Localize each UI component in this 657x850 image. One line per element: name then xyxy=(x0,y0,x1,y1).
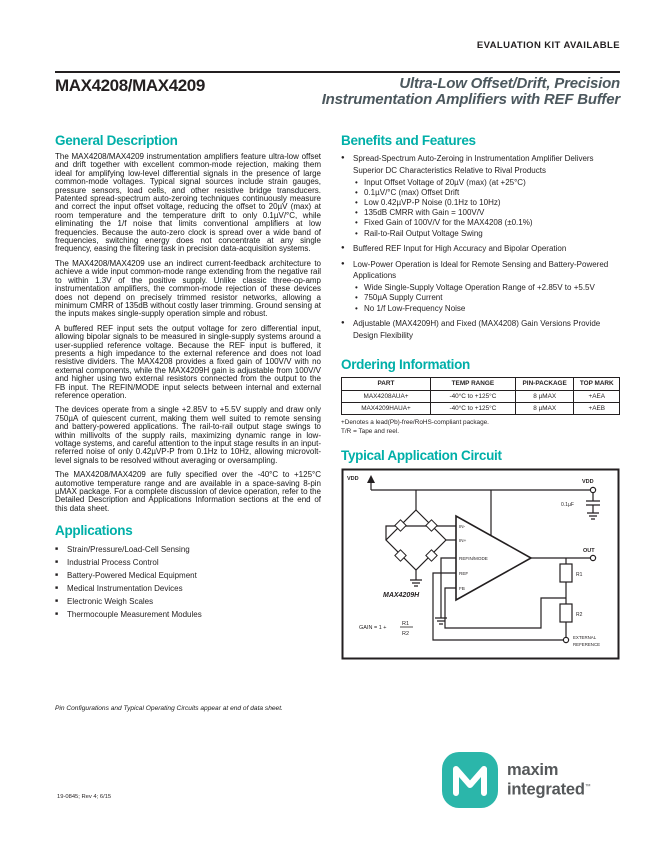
pin-config-note: Pin Configurations and Typical Operating Circuits appear at end of data sheet. xyxy=(55,705,283,712)
application-circuit-diagram xyxy=(341,468,620,665)
r1-label: R1 xyxy=(576,572,583,579)
title-line-2: Instrumentation Amplifiers with REF Buffer xyxy=(321,91,620,108)
left-column xyxy=(55,133,321,621)
gd-paragraph: The devices operate from a single +2.85V to +5.5V supply and draw only 750µA of quiescent current, making them well suited to remote sensing and battery-powered applications. The rail-to-rail output stage swings to within millivolts of the supply rails, maximizing dynamic range in low-voltage systems, and careful attention to the input stage results in an input-referred noise of only 0.42µVP-P from 0.1Hz to 10Hz, allowing microvolt-level signals to be resolved without averaging or oversampling. xyxy=(55,405,321,465)
ext-ref-label-line2: REFERENCE xyxy=(573,642,601,648)
ordering-note: T/R = Tape and reel. xyxy=(341,427,399,435)
cell-topmark: +AEA xyxy=(574,390,620,402)
ordering-notes xyxy=(341,419,620,436)
table-row xyxy=(342,402,620,414)
feature-subitem: • 750µA Supply Current xyxy=(353,293,620,303)
feature-sublist xyxy=(353,283,620,314)
applications-list xyxy=(55,543,321,621)
feature-item xyxy=(341,318,620,342)
feature-text: Spread-Spectrum Auto-Zeroing in Instrumentation Amplifier Delivers Superior DC Characteristics Relative to Rival Products xyxy=(353,154,594,175)
applications-heading: Applications xyxy=(55,523,133,539)
resistor-r1 xyxy=(560,564,572,582)
gd-paragraph: The MAX4208/MAX4209 use an indirect current-feedback architecture to achieve a wide input common-mode range extending from the negative rail to within 1.3V of the positive supply. Unlike classic three-op-amp instrumentation amplifiers, the common-mode rejection of these devices does not depend on precisely trimmed resistor networks, allowing a minimum CMRR of 135dB without costly laser trimming. Ground sensing at the inputs makes single-supply operation simple and robust. xyxy=(55,258,321,319)
vdd-right-label: VDD xyxy=(582,479,594,486)
gain-formula-numerator: R1 xyxy=(402,621,410,628)
cell-topmark: +AEB xyxy=(574,402,620,414)
cell-package: 8 µMAX xyxy=(515,402,574,414)
part-number: MAX4208/MAX4209 xyxy=(55,76,205,95)
gd-paragraph: The MAX4208/MAX4209 instrumentation amplifiers feature ultra-low offset and drift together with excellent common-mode rejection, making them ideal for amplifying low-level differential signals in the presence of large common-mode voltages. Typical signal sources include strain gauges, pressure sensors, load cells, and other resistive bridge transducers. Patented spread-spectrum auto-zeroing techniques continuously measure and correct the input offset voltage, reducing the offset to 20µV (max) at room temperature and the temperature drift to only 0.1µV/°C, while eliminating the 1/f noise that limits conventional amplifiers at low frequencies. Because the auto-zero clock is spread over a wide band of frequencies, switching energy does not concentrate at any single frequency, easing the filtering task in precision data-acquisition systems. xyxy=(55,152,321,254)
pin-label-ref: REF xyxy=(459,571,469,577)
maxim-integrated-logo xyxy=(442,752,591,808)
cap-value-label: 0.1µF xyxy=(561,502,574,509)
gd-paragraph: A buffered REF input sets the output voltage for zero differential input, allowing bipolar signals to be measured in single-supply systems around a user-supplied reference voltage. Because the REF input is buffered, it presents a high impedance to the external reference and does not load resistive dividers. The MAX4208 provides a fixed gain of 100V/V with no external components, while the MAX4209H gain is adjustable from 100V/V and higher using two external resistors connected from the output to the FB input. The REFIN/MODE input selects between internal and external reference operation. xyxy=(55,323,321,400)
pin-label-refin-mode: REFIN/MODE xyxy=(459,556,488,562)
feature-subitem: • Wide Single-Supply Voltage Operation Range of +2.85V to +5.5V xyxy=(353,283,620,293)
maxim-m-glyph-icon xyxy=(442,752,498,808)
typical-application-section xyxy=(341,448,620,665)
features-list xyxy=(341,153,620,341)
maxim-logo-icon xyxy=(442,752,498,808)
feature-subitem: • No 1/f Low-Frequency Noise xyxy=(353,304,620,314)
feature-subitem: • 0.1µV/°C (max) Offset Drift xyxy=(353,188,620,198)
datasheet-title xyxy=(322,76,620,108)
header-rule xyxy=(55,71,620,73)
table-row xyxy=(342,390,620,402)
feature-item xyxy=(341,243,620,255)
col-header-temp: TEMP RANGE xyxy=(430,378,515,390)
general-description-heading: General Description xyxy=(55,133,178,148)
application-item: ■ Electronic Weigh Scales xyxy=(55,595,321,608)
features-heading: Benefits and Features xyxy=(341,133,476,148)
ext-ref-node xyxy=(563,637,568,642)
application-item: ■ Thermocouple Measurement Modules xyxy=(55,608,321,621)
feature-subitem: • Rail-to-Rail Output Voltage Swing xyxy=(353,229,620,239)
document-number: 19-0845; Rev 4; 6/15 xyxy=(57,794,112,800)
cell-temp: -40°C to +125°C xyxy=(430,390,515,402)
application-item: ■ Medical Instrumentation Devices xyxy=(55,582,321,595)
application-item: ■ Industrial Process Control xyxy=(55,556,321,569)
pin-label-in-neg: IN- xyxy=(459,524,466,530)
table-header-row xyxy=(342,378,620,390)
feature-sublist xyxy=(353,178,620,239)
eval-kit-banner: EVALUATION KIT AVAILABLE xyxy=(476,40,620,51)
feature-item xyxy=(341,259,620,314)
gd-paragraph: The MAX4208/MAX4209 are fully specified over the -40°C to +125°C automotive temperature range and are available in a space-saving 8-pin µMAX package. For a complete discussion of device operation, refer to the Detailed Description and Applications Information sections at the end of this data sheet. xyxy=(55,470,321,513)
title-line-1: Ultra-Low Offset/Drift, Precision xyxy=(399,75,620,92)
right-column xyxy=(341,133,620,665)
ordering-heading: Ordering Information xyxy=(341,357,471,373)
col-header-part: PART xyxy=(342,378,431,390)
out-node xyxy=(590,555,595,560)
trademark-symbol: ™ xyxy=(584,783,591,790)
feature-item xyxy=(341,153,620,239)
r2-label: R2 xyxy=(576,612,583,619)
typical-application-heading: Typical Application Circuit xyxy=(341,448,502,464)
application-item: ■ Battery-Powered Medical Equipment xyxy=(55,569,321,582)
feature-subitem: • Fixed Gain of 100V/V for the MAX4208 (±0.1%) xyxy=(353,218,620,228)
out-label: OUT xyxy=(583,548,595,555)
feature-text: Buffered REF Input for High Accuracy and Bipolar Operation xyxy=(353,243,567,253)
feature-subitem: • Low 0.42µVP-P Noise (0.1Hz to 10Hz) xyxy=(353,198,620,208)
feature-text: Adjustable (MAX4209H) and Fixed (MAX4208) Gain Versions Provide Design Flexibility xyxy=(353,318,601,340)
ordering-section xyxy=(341,357,620,436)
vdd-left-label: VDD xyxy=(347,476,359,483)
vdd-node xyxy=(590,487,595,492)
ordering-note: +Denotes a lead(Pb)-free/RoHS-compliant package. xyxy=(341,419,489,427)
gain-formula-prefix: GAIN = 1 + xyxy=(359,625,387,632)
pin-label-fb: FB xyxy=(459,586,465,592)
feature-subitem: • Input Offset Voltage of 20µV (max) (at +25°C) xyxy=(353,178,620,188)
wordmark-line-2: integrated™ xyxy=(507,780,591,799)
pin-label-in-pos: IN+ xyxy=(459,538,467,544)
cell-temp: -40°C to +125°C xyxy=(430,402,515,414)
circuit-schematic xyxy=(341,468,620,660)
maxim-wordmark xyxy=(507,762,591,799)
feature-subitem: • 135dB CMRR with Gain = 100V/V xyxy=(353,208,620,218)
cell-package: 8 µMAX xyxy=(515,390,574,402)
col-header-topmark: TOP MARK xyxy=(574,378,620,390)
feature-text: Low-Power Operation is Ideal for Remote Sensing and Battery-Powered Applications xyxy=(353,259,609,281)
ext-ref-label-line1: EXTERNAL xyxy=(573,635,597,641)
cell-part: MAX4209HAUA+ xyxy=(342,402,431,414)
resistor-r2 xyxy=(560,604,572,622)
wordmark-line-1: maxim xyxy=(507,760,559,779)
ordering-table xyxy=(341,377,620,415)
col-header-package: PIN-PACKAGE xyxy=(515,378,574,390)
cell-part: MAX4208AUA+ xyxy=(342,390,431,402)
application-item: ■ Strain/Pressure/Load-Cell Sensing xyxy=(55,543,321,556)
device-name-label: MAX4209H xyxy=(383,592,420,600)
gain-formula-denominator: R2 xyxy=(402,631,410,638)
